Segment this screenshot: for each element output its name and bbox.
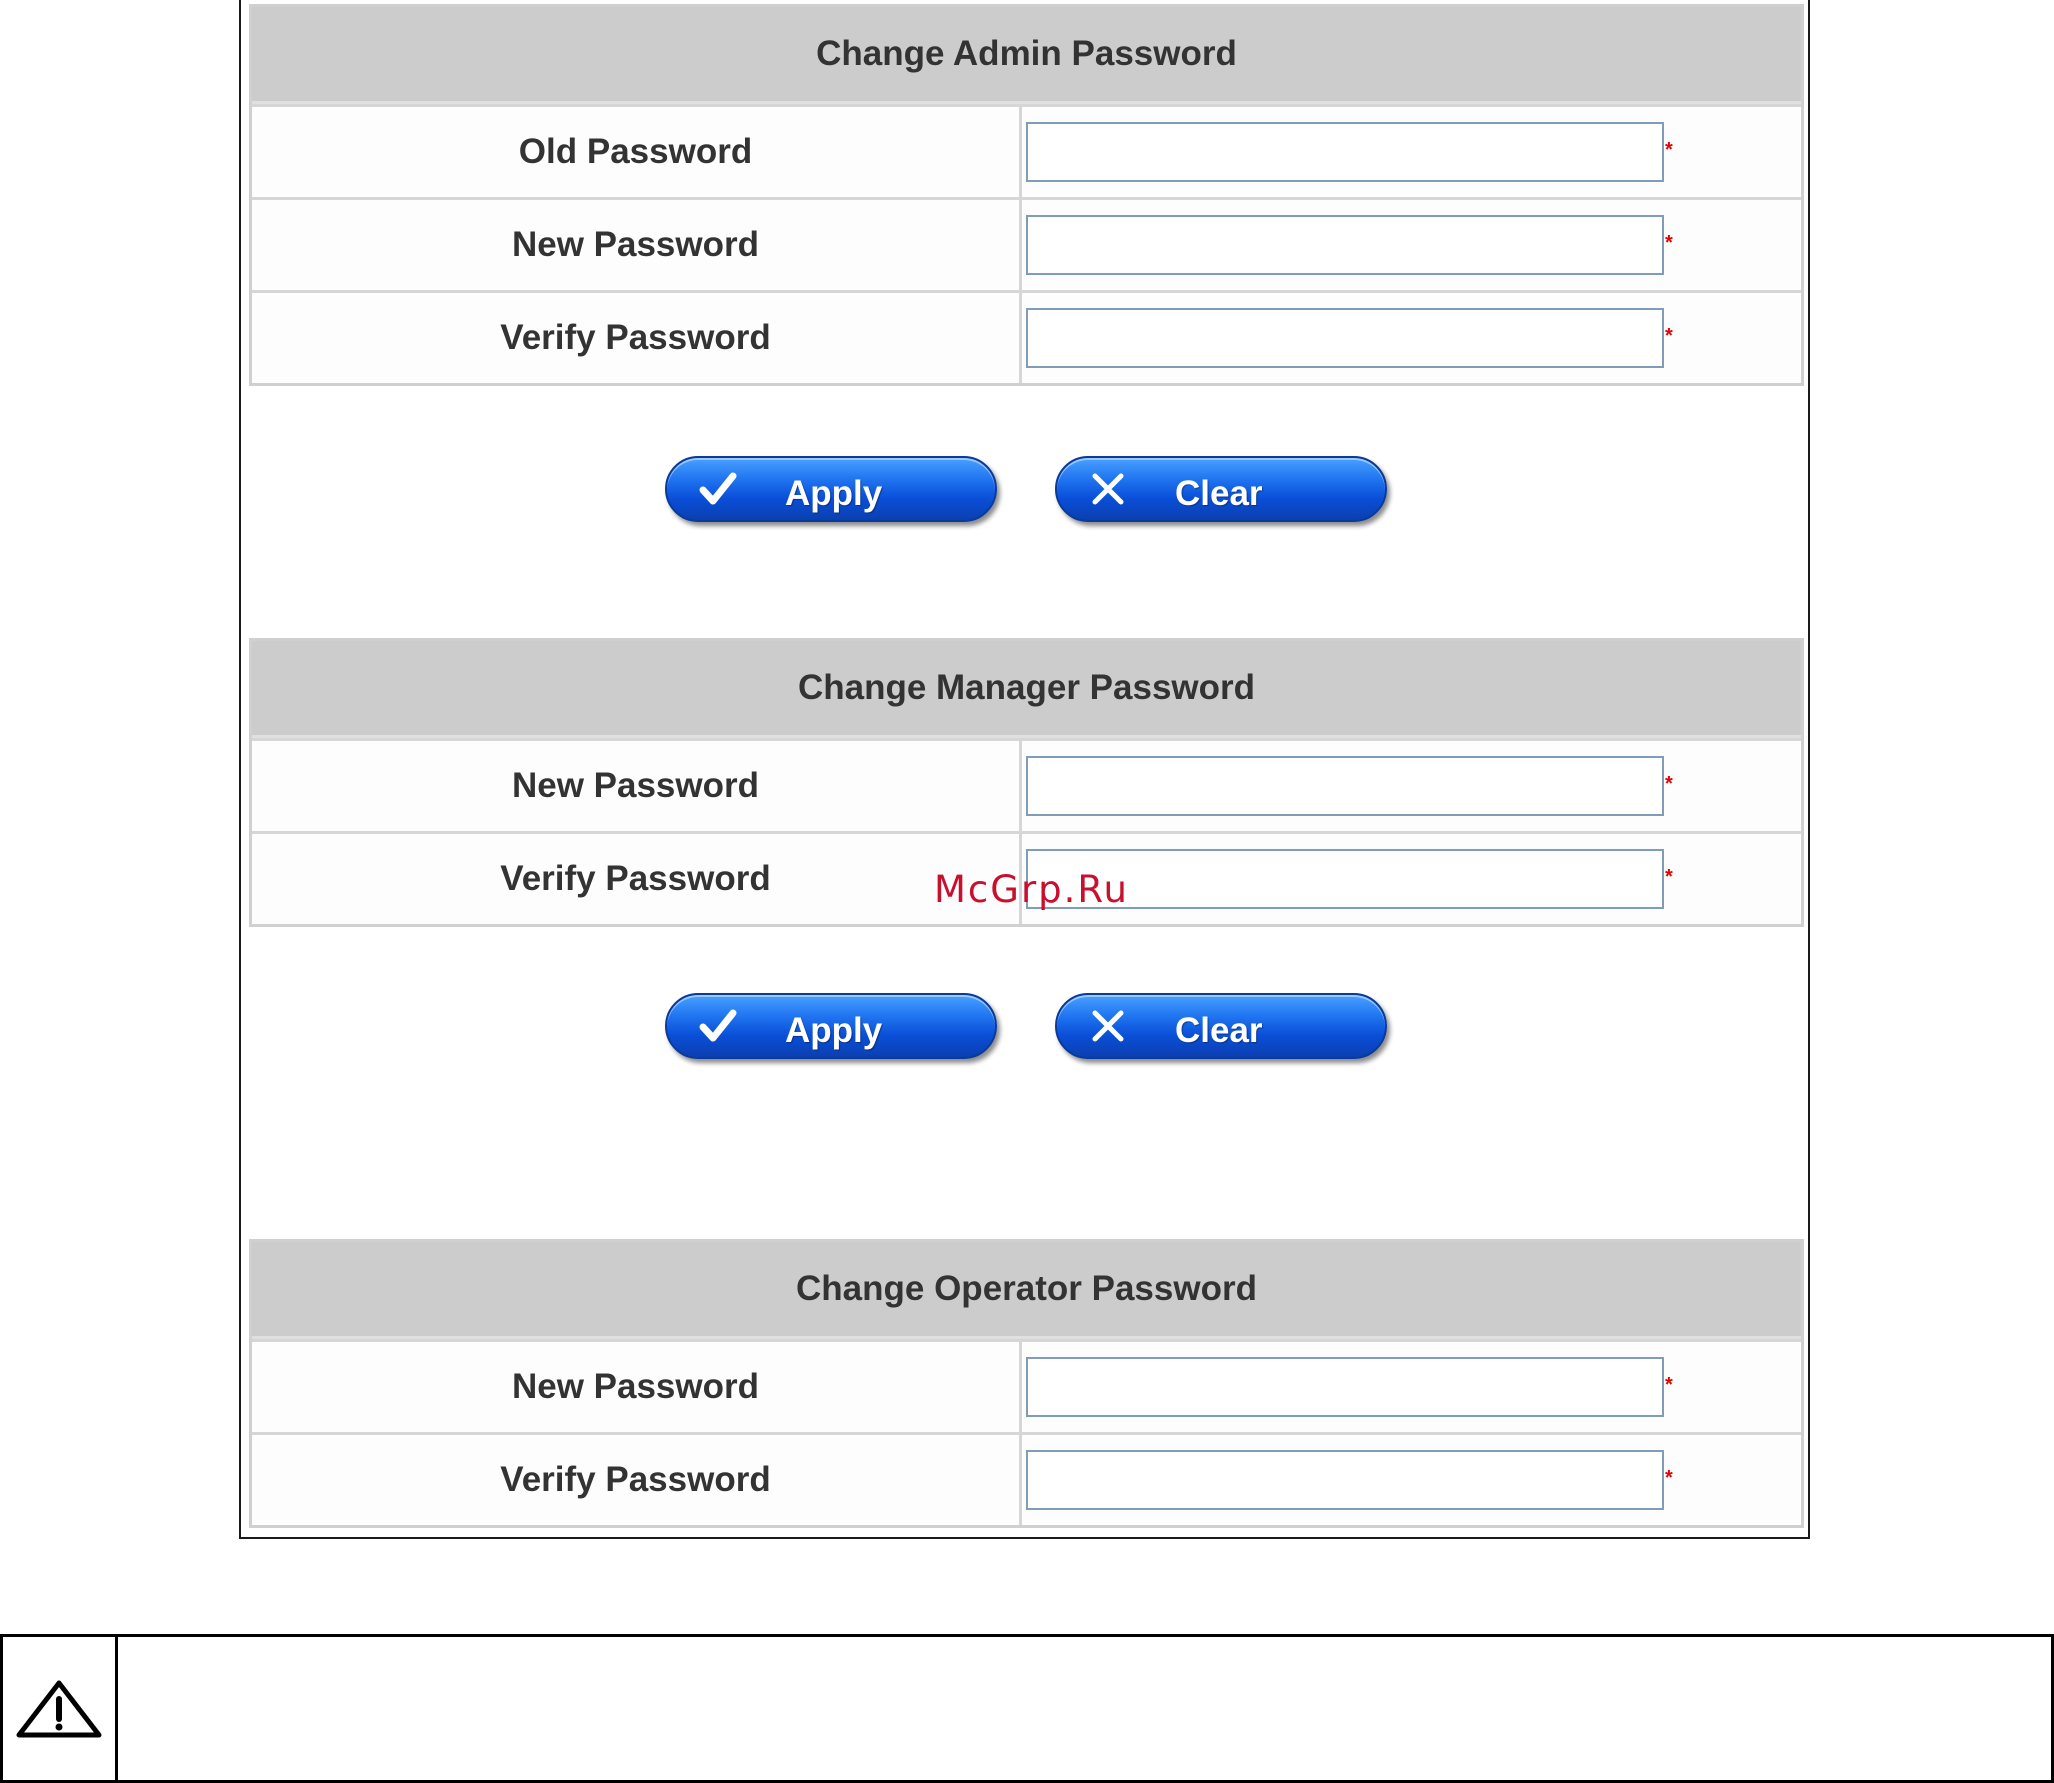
operator-new-password-row [252, 1339, 1801, 1432]
password-settings-panel [239, 0, 1810, 1539]
clear-button-label: Clear [1175, 1011, 1263, 1050]
manager-section-title: Change Manager Password [252, 641, 1801, 738]
required-marker: * [1665, 1467, 1673, 1489]
required-marker: * [1665, 866, 1673, 888]
admin-old-password-label: Old Password [252, 107, 1022, 197]
required-marker: * [1665, 139, 1673, 161]
admin-old-password-row [252, 104, 1801, 197]
caution-text-area [118, 1637, 2051, 1780]
checkmark-icon [699, 1007, 737, 1045]
admin-new-password-label: New Password [252, 200, 1022, 290]
manager-new-password-input[interactable] [1026, 756, 1664, 816]
checkmark-icon [699, 470, 737, 508]
admin-apply-button[interactable] [665, 456, 997, 522]
manager-verify-password-label: Verify Password [252, 834, 1022, 924]
manager-button-row [665, 993, 1387, 1059]
admin-section-title: Change Admin Password [252, 7, 1801, 104]
admin-new-password-input[interactable] [1026, 215, 1664, 275]
apply-button-label: Apply [785, 474, 883, 513]
admin-button-row [665, 456, 1387, 522]
apply-button-label: Apply [785, 1011, 883, 1050]
manager-new-password-row [252, 738, 1801, 831]
admin-verify-password-label: Verify Password [252, 293, 1022, 383]
caution-box [0, 1634, 2054, 1783]
required-marker: * [1665, 1374, 1673, 1396]
clear-button-label: Clear [1175, 474, 1263, 513]
operator-verify-password-label: Verify Password [252, 1435, 1022, 1525]
operator-verify-password-input[interactable] [1026, 1450, 1664, 1510]
required-marker: * [1665, 773, 1673, 795]
admin-clear-button[interactable] [1055, 456, 1387, 522]
operator-new-password-input[interactable] [1026, 1357, 1664, 1417]
warning-triangle-icon [15, 1679, 103, 1739]
admin-new-password-row [252, 197, 1801, 290]
required-marker: * [1665, 232, 1673, 254]
operator-new-password-label: New Password [252, 1342, 1022, 1432]
operator-section-title: Change Operator Password [252, 1242, 1801, 1339]
operator-verify-password-row [252, 1432, 1801, 1525]
admin-old-password-input[interactable] [1026, 122, 1664, 182]
manager-apply-button[interactable] [665, 993, 997, 1059]
manager-new-password-label: New Password [252, 741, 1022, 831]
admin-password-section [249, 4, 1804, 386]
admin-verify-password-row [252, 290, 1801, 383]
required-marker: * [1665, 325, 1673, 347]
x-icon [1089, 1007, 1127, 1045]
admin-verify-password-input[interactable] [1026, 308, 1664, 368]
watermark: McGrp.Ru [934, 868, 1129, 911]
x-icon [1089, 470, 1127, 508]
operator-password-section [249, 1239, 1804, 1528]
manager-clear-button[interactable] [1055, 993, 1387, 1059]
